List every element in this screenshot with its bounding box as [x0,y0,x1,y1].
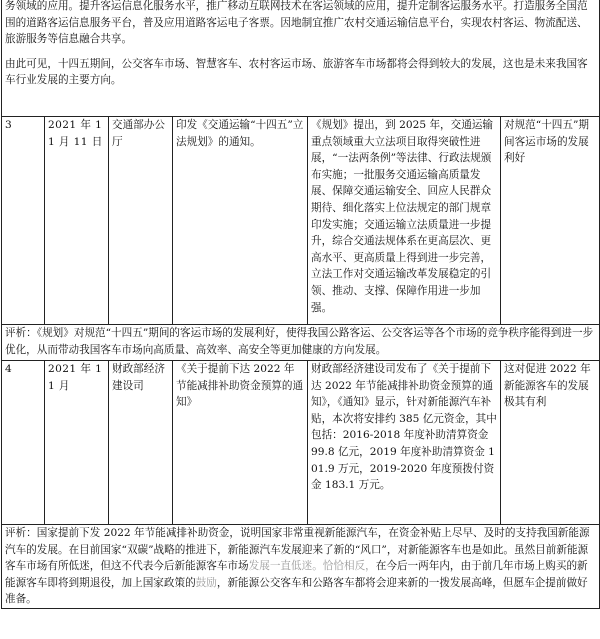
row-impact: 对规范“十四五”期间客运市场的发展利好 [501,117,600,325]
comment-text: 评析：国家提前下发 2022 年节能减排补助资金，说明国家非常重视新能源汽车，在资金补贴上尽早、及时的支持我国新能源汽车的发展。在目前国家“双碳”战略的推进下，新能源汽车发展迎来了新的“风口”，对新能源客车也是如此。虽然目前新能源客车市场有所低迷，但这不代表今后新能源客车市场 [5,527,590,573]
intro-cell [2,0,600,117]
row-impact: 这对促进 2022 年新能源客车的发展极其有利 [501,361,600,525]
table-row [2,361,600,525]
row-title: 印发《交通运输“十四五”立法规划》的通知。 [173,117,308,325]
intro-paragraph-2: 由此可见，十四五期间，公交客车市场、智慧客车、农村客运市场、旅游客车市场都将会得到较大的发展，这也是未来我国客车行业发展的主要方向。 [5,57,588,87]
comment-row [2,525,600,609]
intro-paragraph-1: 务领域的应用。提升客运信息化服务水平，推广移动互联网技术在客运领域的应用，提升定制客运服务水平。打造服务全国范围的道路客运信息服务平台，普及应用道路客运电子客票。因地制宜推广农村交通运输信息平台，实现农村客运、物流配送、旅游服务等信息融合共享。 [5,0,588,46]
faded-text: 鼓励 [195,576,217,589]
comment-text: 在今后一两年内，由于前几年市场上购买的新能源客车即将到期退役，加上国家政策的 [5,560,588,589]
comment-text: ，新能源公交客车和公路客车都将会迎来新的一拨发展高峰，但愿车企提前做好准备。 [5,576,588,606]
row-agency: 交通部办公厅 [109,117,173,325]
row-comment: 评析：《规划》对规范“十四五”期间的客运市场的发展利好，使得我国公路客运、公交客运等各个市场的竞争秩序能得到进一步优化，从而带动我国客车市场向高质量、高效率、高安全等更加健康的方向发展。 [2,325,600,361]
row-agency: 财政部经济建设司 [109,361,173,525]
faded-text: 发展一直低迷。恰恰相反， [248,560,376,573]
row-title: 《关于提前下达 2022 年节能减排补助资金预算的通知》 [173,361,308,525]
comment-row [2,325,600,361]
policy-table [1,0,600,609]
row-comment [2,525,600,609]
table-row [2,117,600,325]
row-date: 2021 年 11 月 [45,361,109,525]
row-number: 3 [2,117,45,325]
row-content: 《规划》提出，到 2025 年，交通运输重点领域重大立法项目取得突破性进展，“一法两条例”等法律、行政法规颁布实施；一批服务交通运输高质量发展、保障交通运输安全、回应人民群众期待、细化落实上位法规定的部门规章印发实施；交通运输立法质量进一步提升，综合交通法规体系在更高层次、更高水平、更高质量上得到进一步完善，立法工作对交通运输改革发展稳定的引领、推动、支撑、保障作用进一步加强。 [308,117,501,325]
intro-row [2,0,600,117]
row-content: 财政部经济建设司发布了《关于提前下达 2022 年节能减排补助资金预算的通知》，《通知》显示，针对新能源汽车补贴，本次将安排约 385 亿元资金，其中包括：2016-2018 年度补助清算资金 99.8 亿元，2019 年度补助清算资金 101.9 万元，2019-2020 年度预拨付资金 183.1 万元。 [308,361,501,525]
row-date: 2021 年 11 月 11 日 [45,117,109,325]
row-number: 4 [2,361,45,525]
